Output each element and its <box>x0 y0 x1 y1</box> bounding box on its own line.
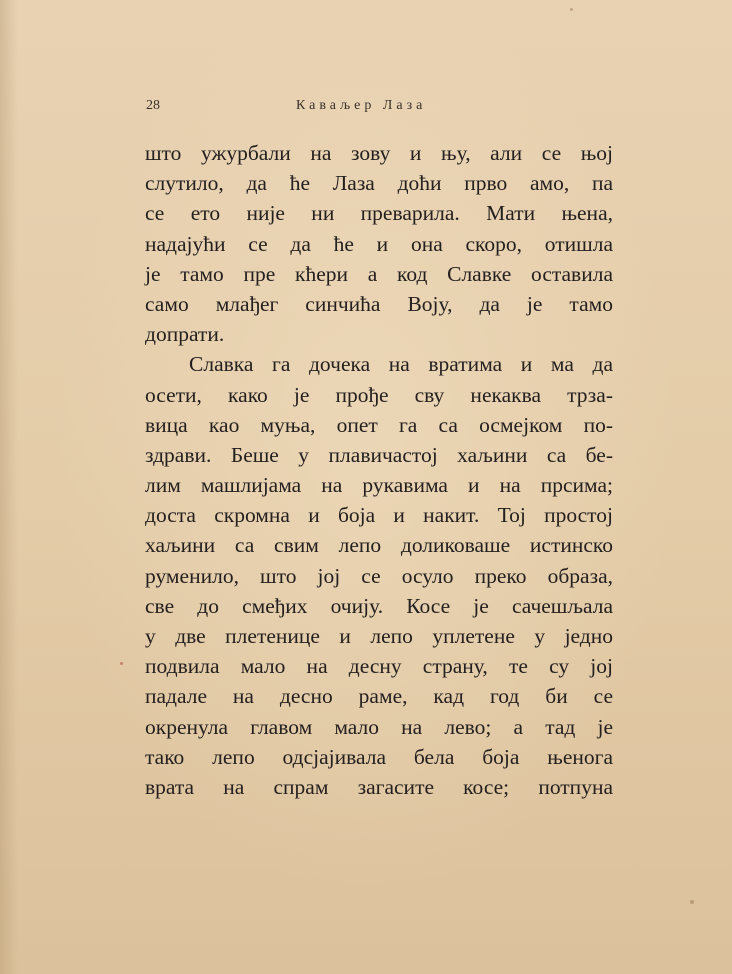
text-line: здрави. Беше у плавичастој хаљини са бе- <box>145 442 613 467</box>
text-line: лим машлијама на рукавима и на прсима; <box>145 473 613 498</box>
text-line: подвила мало на десну страну, те су јој <box>145 654 613 679</box>
text-line: надајући се да ће и она скоро, отишла <box>145 231 613 256</box>
paper-speck <box>570 8 573 11</box>
running-title: Каваљер Лаза <box>296 98 427 113</box>
text-line: падале на десно раме, кад год би се <box>145 684 613 709</box>
page-edge-shadow <box>0 0 18 974</box>
paper-speck <box>690 900 694 904</box>
text-line: у две плетенице и лепо уплетене у једно <box>145 624 613 648</box>
text-line: је тамо пре кћери а код Славке оставила <box>145 261 613 286</box>
text-line: тако лепо одсјајивала бела боја њенога <box>145 744 613 769</box>
text-line: слутило, да ће Лаза доћи прво амо, па <box>145 171 613 196</box>
paragraph-2 <box>145 349 613 802</box>
text-line: руменило, што јој се осуло преко образа, <box>145 563 613 588</box>
text-line: све до смеђих очију. Косе је сачешљала <box>145 593 613 618</box>
text-line: осети, како је прође сву некаква трза- <box>145 382 613 407</box>
text-line: врата на спрам загасите косе; потпуна <box>145 774 613 799</box>
paragraph-1 <box>145 138 613 349</box>
text-line: хаљини са свим лепо доликоваше истинско <box>145 533 613 558</box>
text-line: што ужурбали на зову и њу, али се њој <box>145 141 613 165</box>
page-number: 28 <box>146 98 160 113</box>
text-line: окренула главом мало на лево; а тад је <box>145 714 613 739</box>
text-line: Славка га дочека на вратима и ма да <box>189 352 613 377</box>
text-line: доста скромна и боја и накит. Тој простој <box>145 503 613 528</box>
text-line: само млађег синчића Воју, да је тамо <box>145 291 613 316</box>
paper-speck <box>120 662 123 665</box>
page-header <box>146 98 612 118</box>
body-text <box>145 138 613 802</box>
text-line: вица као муња, опет га са осмејком по- <box>145 412 613 437</box>
text-line: допрати. <box>145 322 225 347</box>
text-line: се ето није ни преварила. Мати њена, <box>145 201 613 226</box>
